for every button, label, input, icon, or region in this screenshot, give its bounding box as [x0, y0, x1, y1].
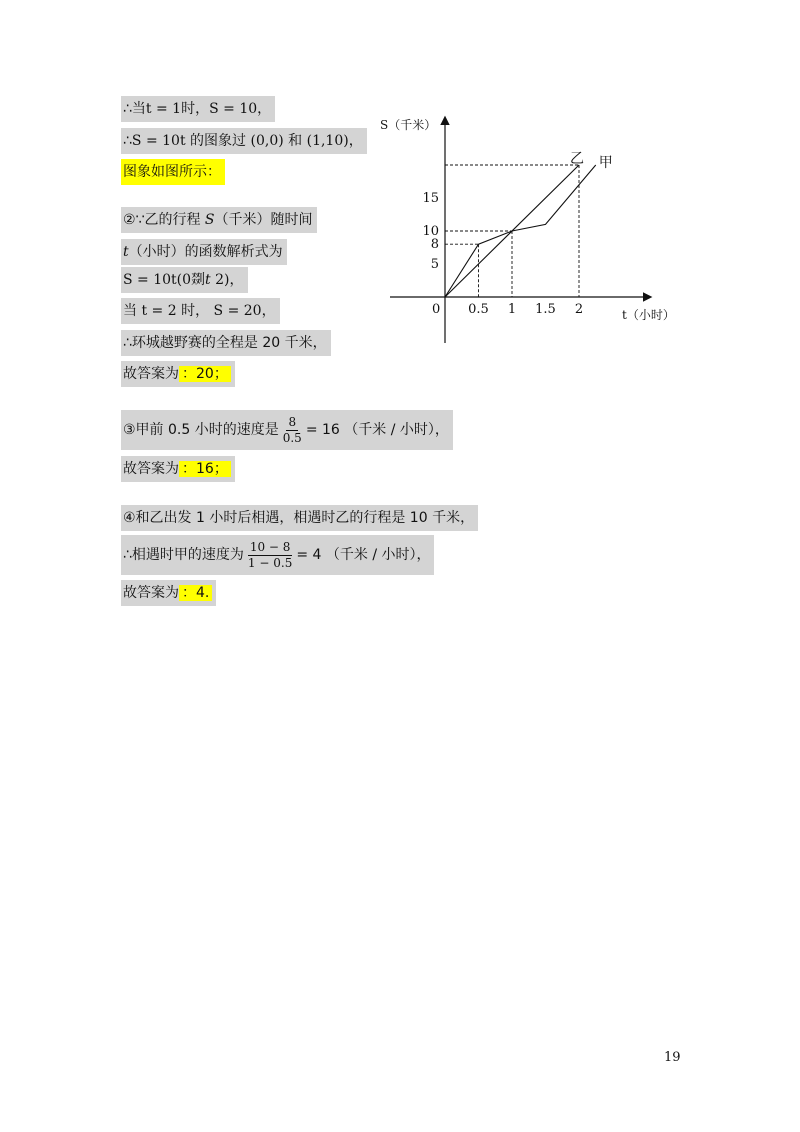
- numerator: 10 − 8: [249, 539, 291, 554]
- denominator: 0.5: [282, 430, 302, 445]
- text: = 4 （千米 / 小时），: [296, 547, 431, 563]
- line-6: [121, 267, 248, 293]
- numerator: 8: [288, 414, 297, 429]
- line-2: [121, 128, 367, 154]
- text: （千米）随时间: [214, 212, 313, 228]
- line-13: [121, 535, 434, 575]
- answer: ：16；: [179, 461, 231, 477]
- line-9: [121, 361, 235, 387]
- x-tick-label: 1: [507, 302, 517, 317]
- math: t = 2: [141, 303, 177, 319]
- text: 剟: [191, 272, 206, 288]
- y-axis-label: S（千米）: [380, 118, 437, 132]
- line-7: [121, 298, 280, 324]
- math: S = 10t: [131, 133, 186, 149]
- line-5: [121, 239, 287, 265]
- text: 和: [283, 133, 307, 149]
- line-8: [121, 330, 331, 356]
- text: 的图象过: [185, 133, 251, 149]
- text: ∴相遇时甲的速度为: [123, 547, 244, 563]
- denominator: 1 − 0.5: [247, 555, 293, 570]
- x-tick-label: 1.5: [535, 302, 556, 317]
- math: t: [205, 272, 211, 288]
- distance-time-chart: [370, 108, 690, 348]
- math: t = 1: [145, 101, 182, 117]
- x-axis-label: t（小时）: [622, 308, 675, 322]
- text: 时，: [176, 303, 214, 319]
- text: 故答案为: [123, 461, 179, 477]
- math: (0,0): [250, 133, 284, 149]
- text: 故答案为: [123, 366, 179, 382]
- text: ②∵乙的行程: [123, 212, 205, 228]
- line-4: [121, 207, 317, 233]
- y-tick-label: 8: [430, 237, 439, 253]
- text: （小时）的函数解析式为: [128, 244, 283, 260]
- series-label: 乙: [570, 151, 584, 167]
- math: t: [123, 244, 129, 260]
- line-12: [121, 505, 478, 531]
- text: 故答案为: [123, 585, 179, 601]
- text: ∴环城越野赛的全程是 20 千米，: [123, 335, 327, 351]
- math: S: [204, 212, 215, 228]
- y-tick-label: 5: [430, 257, 439, 272]
- text: ④和乙出发 1 小时后相遇，相遇时乙的行程是 10 千米，: [123, 510, 475, 526]
- answer: ：4.: [179, 585, 212, 601]
- text: = 16 （千米 / 小时），: [305, 422, 449, 438]
- math: S = 10t(0: [123, 272, 192, 288]
- y-tick-label: 15: [422, 191, 439, 206]
- x-tick-label: 2: [574, 302, 584, 317]
- answer: ：20；: [179, 366, 231, 382]
- text: ，: [257, 101, 272, 117]
- math: S = 20: [213, 303, 262, 319]
- page-number: 19: [664, 1050, 681, 1065]
- line-1: [121, 96, 275, 122]
- y-tick-label: 10: [422, 224, 439, 239]
- text: ，: [261, 303, 276, 319]
- line-14: [121, 580, 216, 606]
- math: 2): [210, 272, 230, 288]
- origin-label: 0: [432, 302, 441, 317]
- text: 当: [123, 303, 142, 319]
- x-tick-label: 0.5: [468, 302, 489, 317]
- text: ∴: [123, 133, 132, 149]
- text: ，: [229, 272, 244, 288]
- fraction: [246, 540, 294, 571]
- math: S = 10: [209, 101, 258, 117]
- line-3: [121, 159, 225, 185]
- fraction: [281, 415, 304, 446]
- text: ③甲前 0.5 小时的速度是: [123, 422, 279, 438]
- series-label: 甲: [598, 155, 613, 171]
- line-10: [121, 410, 453, 450]
- text: 图象如图所示：: [123, 164, 221, 180]
- text: 时，: [181, 101, 210, 117]
- line-11: [121, 456, 235, 482]
- text: ∴当: [123, 101, 146, 117]
- text: ，: [348, 133, 363, 149]
- math: (1,10): [306, 133, 349, 149]
